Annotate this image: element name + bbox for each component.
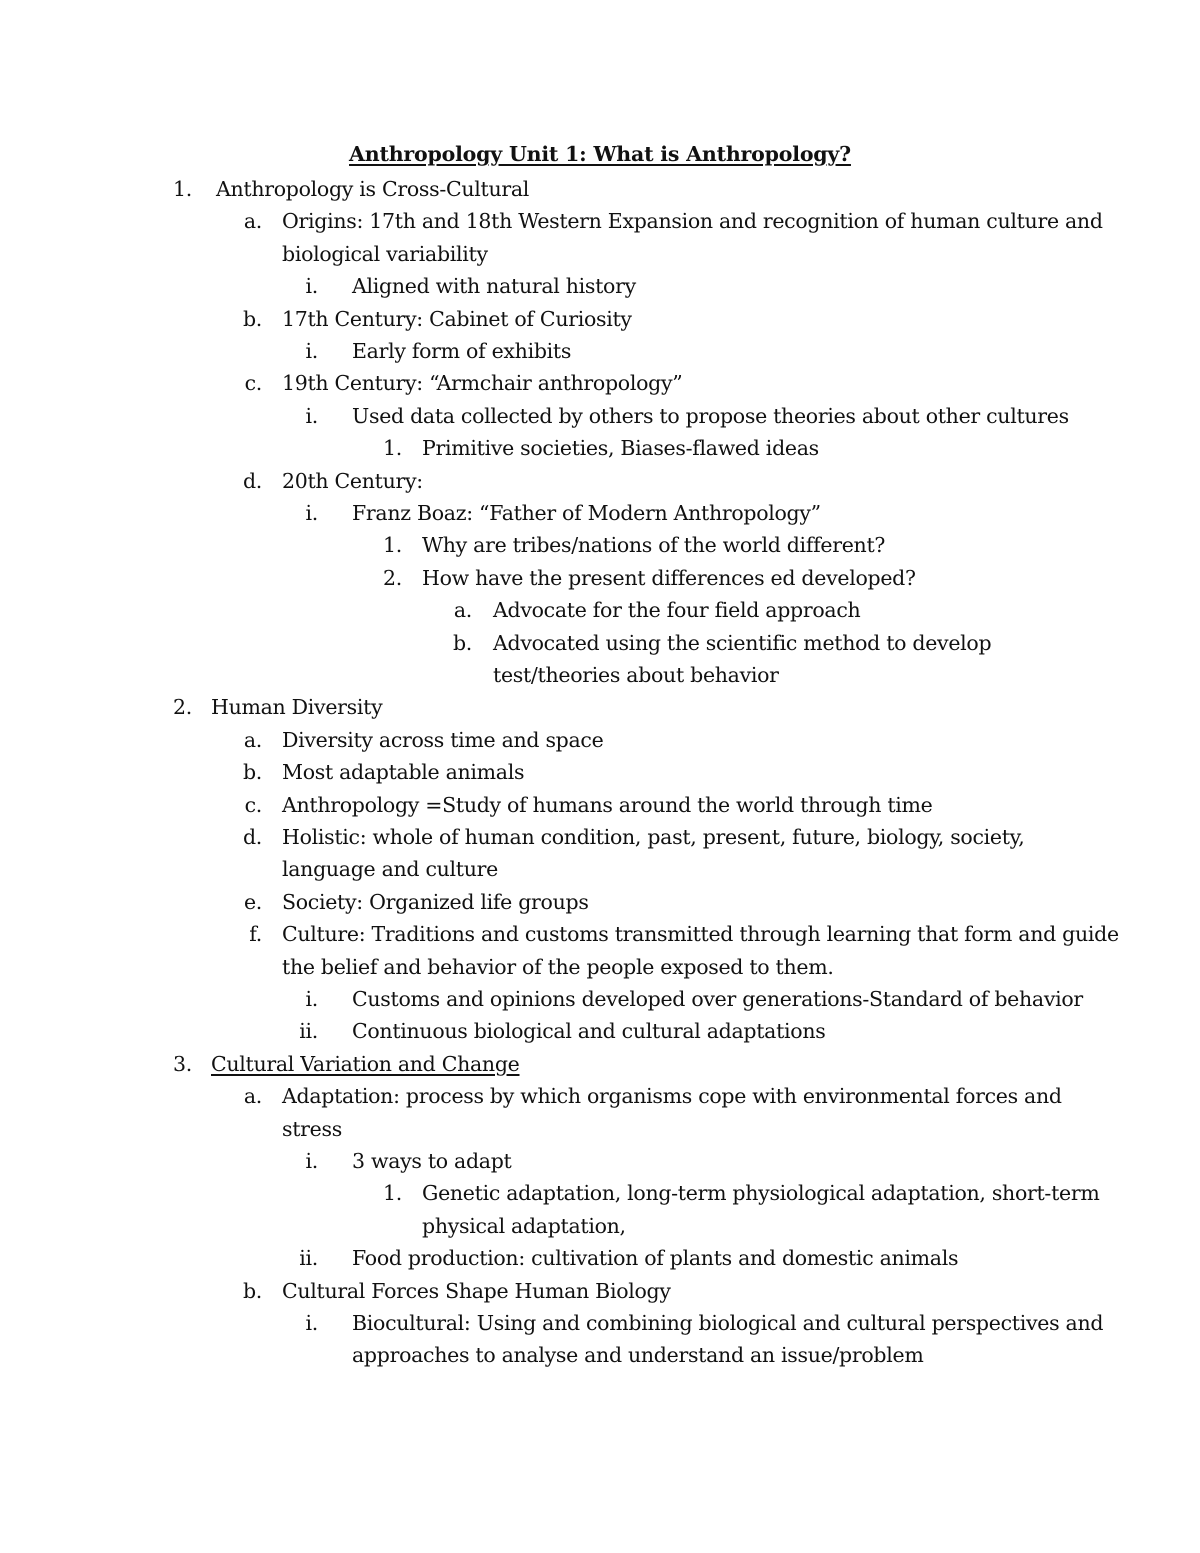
- outline-item-text: Cultural Forces Shape Human Biology: [282, 1278, 671, 1303]
- outline-item-text: Genetic adaptation, long-term physiological adaptation, short-term: [422, 1181, 1100, 1206]
- outline-marker: b.: [452, 630, 472, 655]
- outline-item-text: Anthropology =Study of humans around the world through time: [282, 792, 933, 817]
- outline-item-text: Human Diversity: [211, 695, 383, 720]
- outline-marker: c.: [244, 371, 262, 396]
- outline-marker: 2.: [173, 695, 192, 720]
- outline-item-text: Holistic: whole of human condition, past, present, future, biology, society,: [282, 825, 1025, 849]
- outline-marker: d.: [242, 825, 262, 849]
- outline-marker: a.: [453, 598, 472, 623]
- outline-item-text: physical adaptation,: [422, 1213, 626, 1238]
- outline-marker: i.: [305, 403, 318, 428]
- outline-item-text: 3 ways to adapt: [352, 1149, 512, 1173]
- outline-item-text: Aligned with natural history: [352, 274, 636, 299]
- outline-item-text: Customs and opinions developed over generations-Standard of behavior: [352, 987, 1083, 1011]
- outline-marker: 2.: [383, 565, 402, 590]
- outline-marker: 1.: [383, 1181, 402, 1206]
- outline-item-text: Early form of exhibits: [352, 339, 572, 363]
- outline-marker: i.: [305, 1311, 318, 1335]
- outline-marker: b.: [242, 306, 262, 331]
- outline-marker: i.: [305, 501, 318, 525]
- outline-item-text: the belief and behavior of the people exposed to them.: [282, 954, 834, 979]
- outline-marker: b.: [242, 1278, 262, 1303]
- outline-marker: i.: [305, 274, 318, 299]
- outline-marker: c.: [244, 792, 262, 817]
- outline-item-text: Primitive societies, Biases-flawed ideas: [422, 436, 819, 461]
- outline-item-text: stress: [282, 1116, 342, 1141]
- outline-item-text: 19th Century: “Armchair anthropology”: [282, 371, 683, 396]
- outline-marker: 1.: [383, 533, 402, 558]
- outline-marker: 3.: [173, 1051, 192, 1076]
- outline-marker: 1.: [173, 177, 192, 201]
- outline-marker: i.: [305, 1149, 318, 1173]
- outline-marker: b.: [242, 760, 262, 785]
- outline-item-text: Anthropology is Cross-Cultural: [216, 177, 530, 201]
- outline-item-text: Advocated using the scientific method to develop: [493, 630, 992, 655]
- outline-item-text: Culture: Traditions and customs transmitted through learning that form and guide: [282, 922, 1119, 947]
- document-title: Anthropology Unit 1: What is Anthropology?: [349, 142, 851, 166]
- outline-marker: a.: [243, 209, 262, 234]
- outline-item-text: Most adaptable animals: [282, 760, 525, 785]
- outline-marker: i.: [305, 987, 318, 1011]
- outline-marker: f.: [249, 922, 262, 947]
- outline-marker: a.: [243, 727, 262, 752]
- outline-item-text: Society: Organized life groups: [282, 889, 589, 914]
- outline-item-text: Diversity across time and space: [282, 727, 604, 752]
- outline-item-text: Cultural Variation and Change: [211, 1051, 520, 1076]
- outline-marker: 1.: [383, 436, 402, 461]
- outline-marker: a.: [243, 1084, 262, 1109]
- outline-item-text: Franz Boaz: “Father of Modern Anthropology”: [352, 501, 821, 525]
- outline-item-text: Used data collected by others to propose theories about other cultures: [352, 403, 1069, 428]
- outline-marker: ii.: [299, 1019, 318, 1044]
- outline-item-text: Why are tribes/nations of the world different?: [422, 533, 886, 558]
- outline-item-text: 20th Century:: [282, 468, 423, 493]
- outline-item-text: biological variability: [282, 241, 488, 266]
- outline-item-text: language and culture: [282, 857, 498, 882]
- outline-item-text: Origins: 17th and 18th Western Expansion and recognition of human culture and: [282, 209, 1103, 234]
- outline-item-text: Biocultural: Using and combining biological and cultural perspectives and: [352, 1311, 1104, 1335]
- outline-marker: ii.: [299, 1246, 318, 1271]
- outline-item-text: approaches to analyse and understand an issue/problem: [352, 1343, 924, 1368]
- outline-item-text: How have the present differences ed developed?: [422, 565, 916, 590]
- outline-item-text: Adaptation: process by which organisms cope with environmental forces and: [282, 1084, 1062, 1109]
- outline-item-text: Continuous biological and cultural adaptations: [352, 1019, 826, 1044]
- outline-marker: i.: [305, 339, 318, 363]
- outline-item-text: 17th Century: Cabinet of Curiosity: [282, 306, 632, 331]
- outline-item-text: test/theories about behavior: [493, 663, 779, 687]
- outline-item-text: Food production: cultivation of plants and domestic animals: [352, 1246, 959, 1271]
- outline-item-text: Advocate for the four field approach: [493, 598, 861, 623]
- outline-marker: e.: [243, 889, 262, 914]
- outline-marker: d.: [242, 468, 262, 493]
